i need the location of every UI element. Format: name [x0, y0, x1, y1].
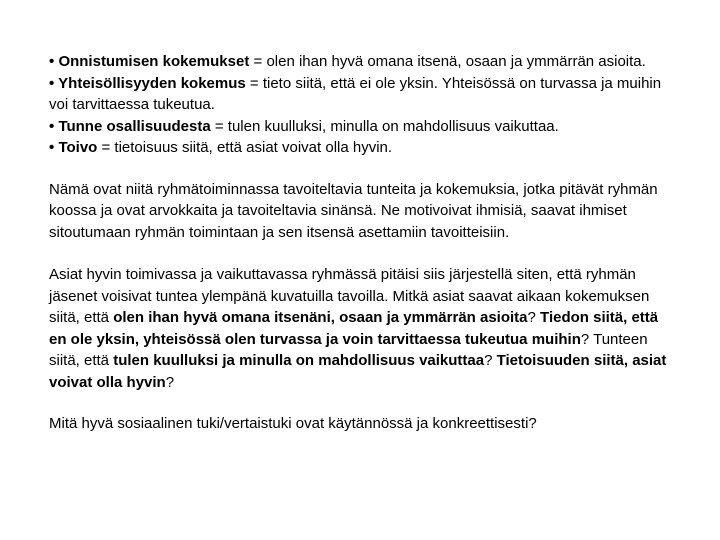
paragraph-spacer [49, 393, 669, 413]
paragraph-text: ? [165, 373, 175, 391]
paragraph-text: ? [484, 352, 497, 369]
paragraph-spacer [49, 243, 669, 264]
closing-question: Mitä hyvä sosiaalinen tuki/vertaistuki ovat käytännössä ja konkreettisesti? [49, 415, 537, 432]
bullet-text: = tietoisuus siitä, että asiat voivat olla hyvin. [97, 139, 393, 156]
bold-phrase: olen ihan hyvä omana itsenäni, osaan ja ymmärrän asioita [113, 309, 528, 326]
bullet-text: = tieto siitä, että ei ole yksin. Yhteisössä on turvassa ja muihin voi tarvittaessa tukeutua. [49, 74, 662, 113]
paragraph-text: ? Tunteen siitä, että [49, 330, 648, 369]
paragraph-goals: Nämä ovat niitä ryhmätoiminnassa tavoiteltavia tunteita ja kokemuksia, jotka pitävät ryhmän koossa ja ovat arvokkaita ja tavoiteltavia sinänsä. Ne motivoivat ihmisiä, saavat ihmiset sitoutumaan ryhmän toimintaan ja sen itsensä asettamiin tavoitteisiin. [49, 180, 658, 241]
paragraph-text: ? [527, 309, 541, 326]
bullet-term: Onnistumisen kokemukset [58, 53, 250, 70]
paragraph-text: Asiat hyvin toimivassa ja vaikuttavassa ryhmässä pitäisi siis järjestellä siten, että ryhmän jäsenet voisivat tuntea ylempänä kuvatuilla tavoilla. Mitkä asiat saavat aikaan kokemuksen siitä, että [49, 266, 650, 326]
bullet-text: = tulen kuulluksi, minulla on mahdollisuus vaikuttaa. [210, 117, 559, 135]
bullet-marker: • [49, 74, 55, 92]
bullet-marker: • [49, 139, 55, 156]
bullet-marker: • [49, 117, 55, 135]
bullet-item-osallisuus [49, 116, 669, 138]
bullet-item-yhteisollisyys [49, 73, 669, 116]
bold-phrase: Tietoisuuden siitä, asiat voivat olla hyvin [49, 352, 667, 391]
bold-phrase: Tiedon siitä, että en ole yksin, yhteisössä olen turvassa ja voin tarvittaessa tukeutua muihin [49, 309, 659, 348]
bold-phrase: tulen kuulluksi ja minulla on mahdollisuus vaikuttaa [113, 352, 485, 369]
bullet-text: = olen ihan hyvä omana itsenä, osaan ja ymmärrän asioita. [249, 53, 646, 70]
paragraph-questions [49, 264, 669, 393]
bullet-term: Yhteisöllisyyden kokemus [58, 74, 246, 92]
bullet-item-onnistuminen [49, 51, 669, 73]
bullet-item-toivo [49, 137, 669, 159]
bullet-list [49, 51, 669, 159]
document-page [49, 51, 669, 435]
bullet-term: Toivo [58, 139, 98, 156]
paragraph-spacer [49, 159, 669, 179]
bullet-marker: • [49, 53, 55, 70]
bullet-term: Tunne osallisuudesta [58, 117, 211, 135]
